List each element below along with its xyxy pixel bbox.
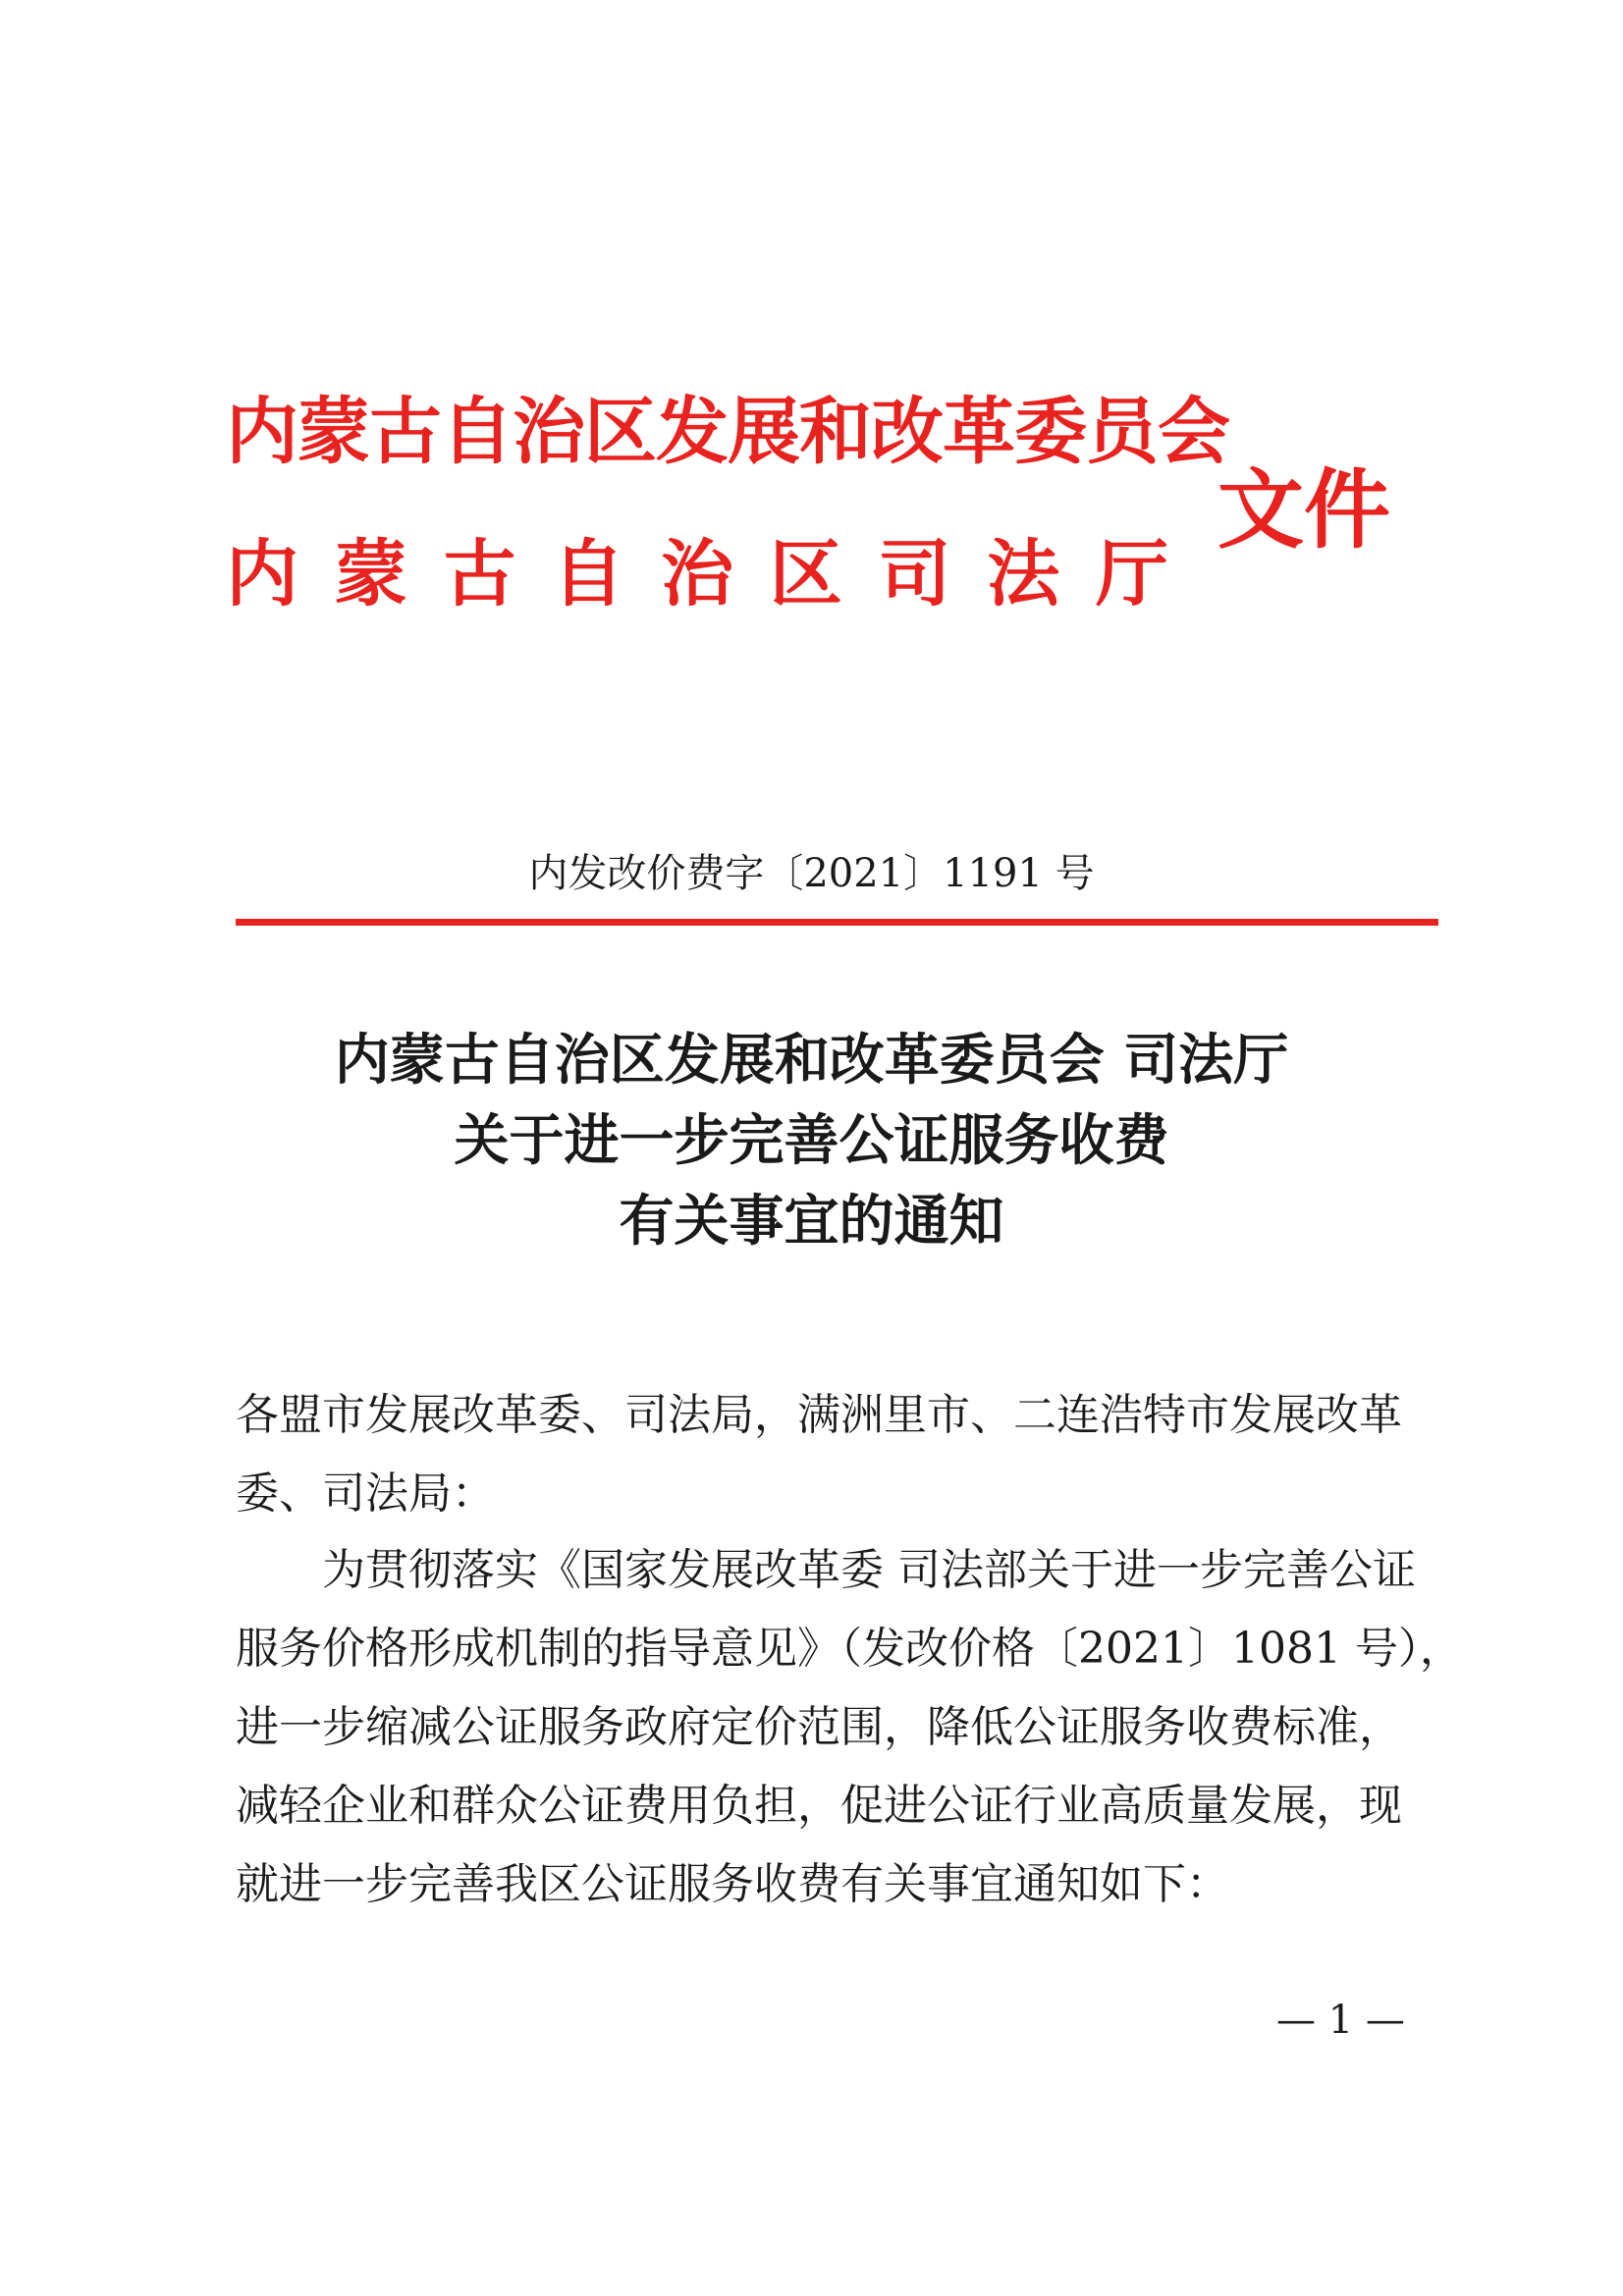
- issuing-org-line-2-char: 治: [661, 532, 733, 616]
- body-line: 服务价格形成机制的指导意见》（发改价格〔2021〕1081 号），: [236, 1624, 1463, 1674]
- issuing-org-line-2-char: 自: [552, 532, 625, 616]
- addressee-line-1: 各盟市发展改革委、司法局，满洲里市、二连浩特市发展改革: [236, 1390, 1402, 1440]
- body-paragraph: [236, 1531, 1463, 1924]
- issuing-org-line-2-char: 厅: [1096, 532, 1168, 616]
- addressee-block: [236, 1376, 1438, 1533]
- title-line-2: 关于进一步完善公证服务收费: [454, 1109, 1169, 1173]
- issuing-org-line-2-char: 司: [878, 532, 951, 616]
- issuing-org-line-2-char: 古: [443, 532, 516, 616]
- body-line: 减轻企业和群众公证费用负担，促进公证行业高质量发展，现: [236, 1781, 1402, 1831]
- issuing-org-line-2-char: 蒙: [334, 532, 407, 616]
- document-title: [0, 1021, 1623, 1262]
- page-number: — 1 —: [1276, 1998, 1405, 2043]
- title-line-3: 有关事宜的通知: [619, 1190, 1004, 1254]
- body-line: 进一步缩减公证服务政府定价范围，降低公证服务收费标准，: [236, 1702, 1402, 1752]
- document-number: 内发改价费字〔2021〕1191 号: [528, 851, 1095, 896]
- issuing-org-line-2-char: 区: [769, 532, 842, 616]
- issuing-org-line-1: 内蒙古自治区发展和改革委员会: [226, 390, 1229, 474]
- document-type-label: 文件: [1217, 459, 1391, 561]
- body-line: 就进一步完善我区公证服务收费有关事宜通知如下：: [236, 1859, 1229, 1909]
- addressee-line-2: 委、司法局：: [236, 1468, 495, 1519]
- red-divider-rule: [236, 919, 1438, 926]
- issuing-org-line-2-char: 法: [987, 532, 1060, 616]
- issuing-org-line-2: [226, 530, 1168, 618]
- body-line: 为贯彻落实《国家发展改革委 司法部关于进一步完善公证: [322, 1545, 1416, 1595]
- title-line-1: 内蒙古自治区发展和改革委员会 司法厅: [334, 1029, 1289, 1093]
- issuing-org-line-2-char: 内: [226, 532, 298, 616]
